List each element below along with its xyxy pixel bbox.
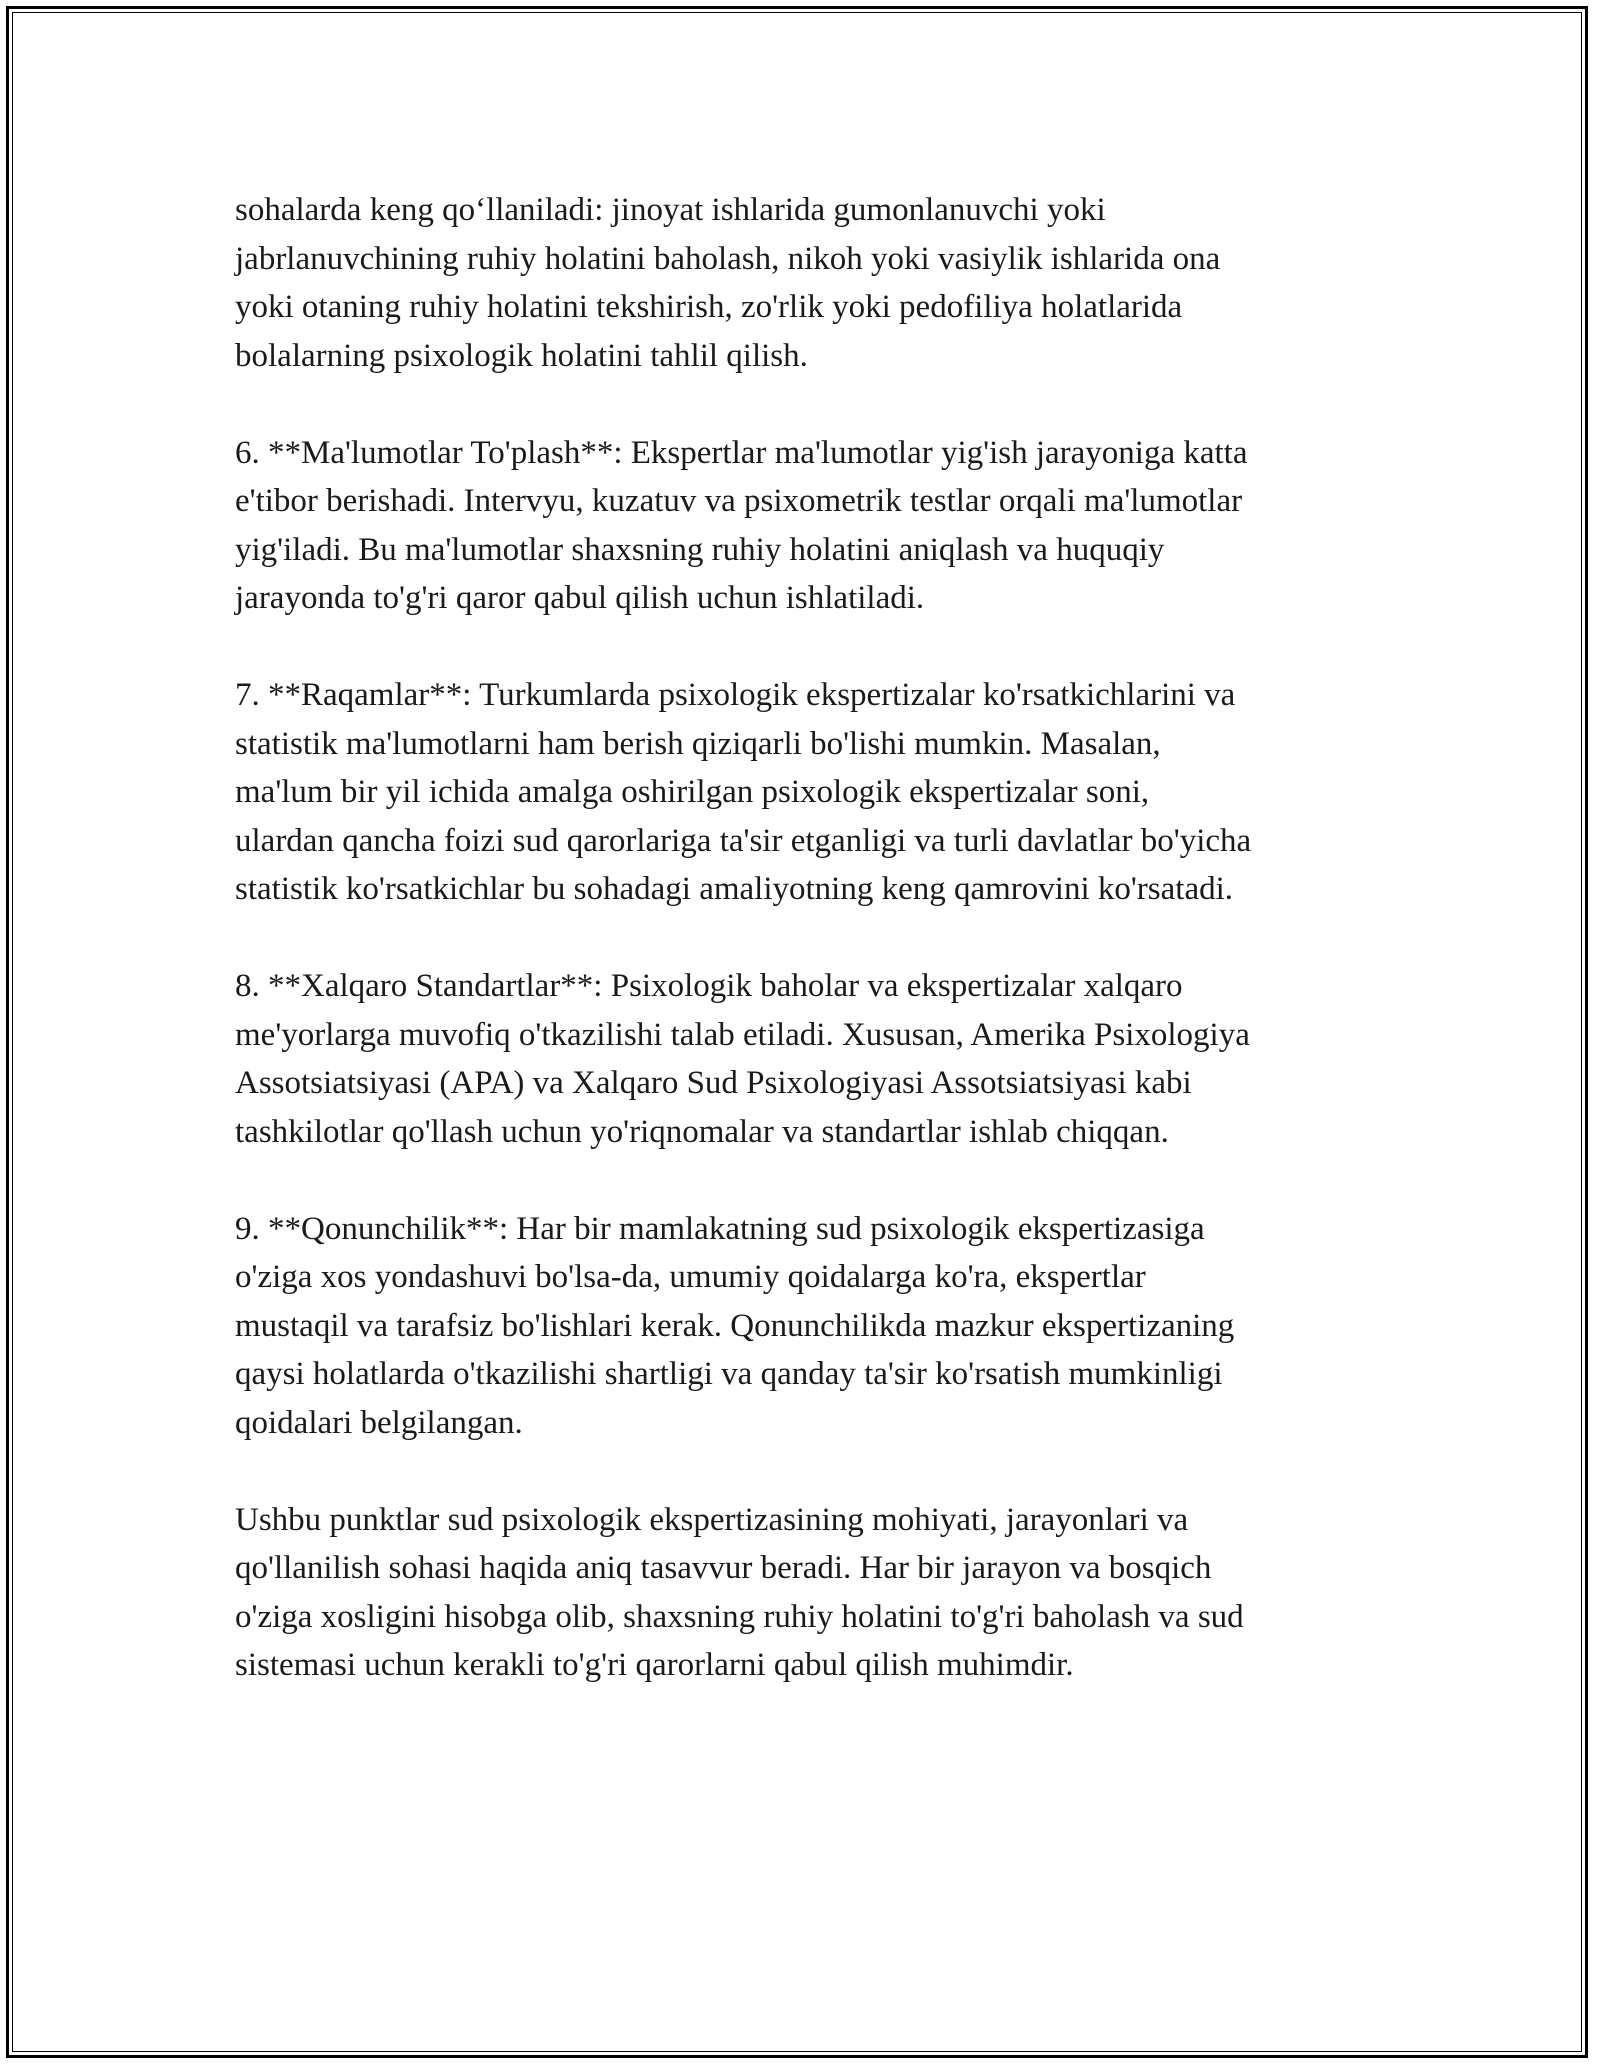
paragraph-conclusion: Ushbu punktlar sud psixologik ekspertizasining mohiyati, jarayonlari va qo'llanilish sohasi haqida aniq tasavvur beradi. Har bir jarayon va bosqich o'ziga xosligini hisobga olib, shaxsning ruhiy holatini to'g'ri baholash va sud sistemasi uchun kerakli to'g'ri qarorlarni qabul qilish muhimdir. <box>235 1501 1244 1683</box>
paragraph-item-8: 8. **Xalqaro Standartlar**: Psixologik baholar va ekspertizalar xalqaro me'yorlarga muvofiq o'tkazilishi talab etiladi. Xususan, Amerika Psixologiya Assotsiatsiyasi (APA) va Xalqaro Sud Psixologiyasi Assotsiatsiyasi kabi tashkilotlar qo'llash uchun yo'riqnomalar va standartlar ishlab chiqqan. <box>235 968 1250 1150</box>
document-body <box>235 186 1395 1738</box>
paragraph-item-7: 7. **Raqamlar**: Turkumlarda psixologik ekspertizalar ko'rsatkichlarini va statistik ma'lumotlarni ham berish qiziqarli bo'lishi mumkin. Masalan, ma'lum bir yil ichida amalga oshirilgan psixologik ekspertizalar soni, ulardan qancha foizi sud qarorlariga ta'sir etganligi va turli davlatlar bo'yicha statistik ko'rsatkichlar bu sohadagi amaliyotning keng qamrovini ko'rsatadi. <box>235 677 1252 907</box>
paragraph-intro-continuation: sohalarda keng qo‘llaniladi: jinoyat ishlarida gumonlanuvchi yoki jabrlanuvchining ruhiy holatini baholash, nikoh yoki vasiylik ishlarida ona yoki otaning ruhiy holatini tekshirish, zo'rlik yoki pedofiliya holatlarida bolalarning psixologik holatini tahlil qilish. <box>235 192 1221 374</box>
paragraph-item-9: 9. **Qonunchilik**: Har bir mamlakatning sud psixologik ekspertizasiga o'ziga xos yondashuvi bo'lsa-da, umumiy qoidalarga ko'ra, ekspertlar mustaqil va tarafsiz bo'lishlari kerak. Qonunchilikda mazkur ekspertizaning qaysi holatlarda o'tkazilishi shartligi va qanday ta'sir ko'rsatish mumkinligi qoidalari belgilangan. <box>235 1210 1235 1441</box>
paragraph-item-6: 6. **Ma'lumotlar To'plash**: Ekspertlar ma'lumotlar yig'ish jarayoniga katta e'tibor berishadi. Intervyu, kuzatuv va psixometrik testlar orqali ma'lumotlar yig'iladi. Bu ma'lumotlar shaxsning ruhiy holatini aniqlash va huquqiy jarayonda to'g'ri qaror qabul qilish uchun ishlatiladi. <box>235 434 1248 616</box>
